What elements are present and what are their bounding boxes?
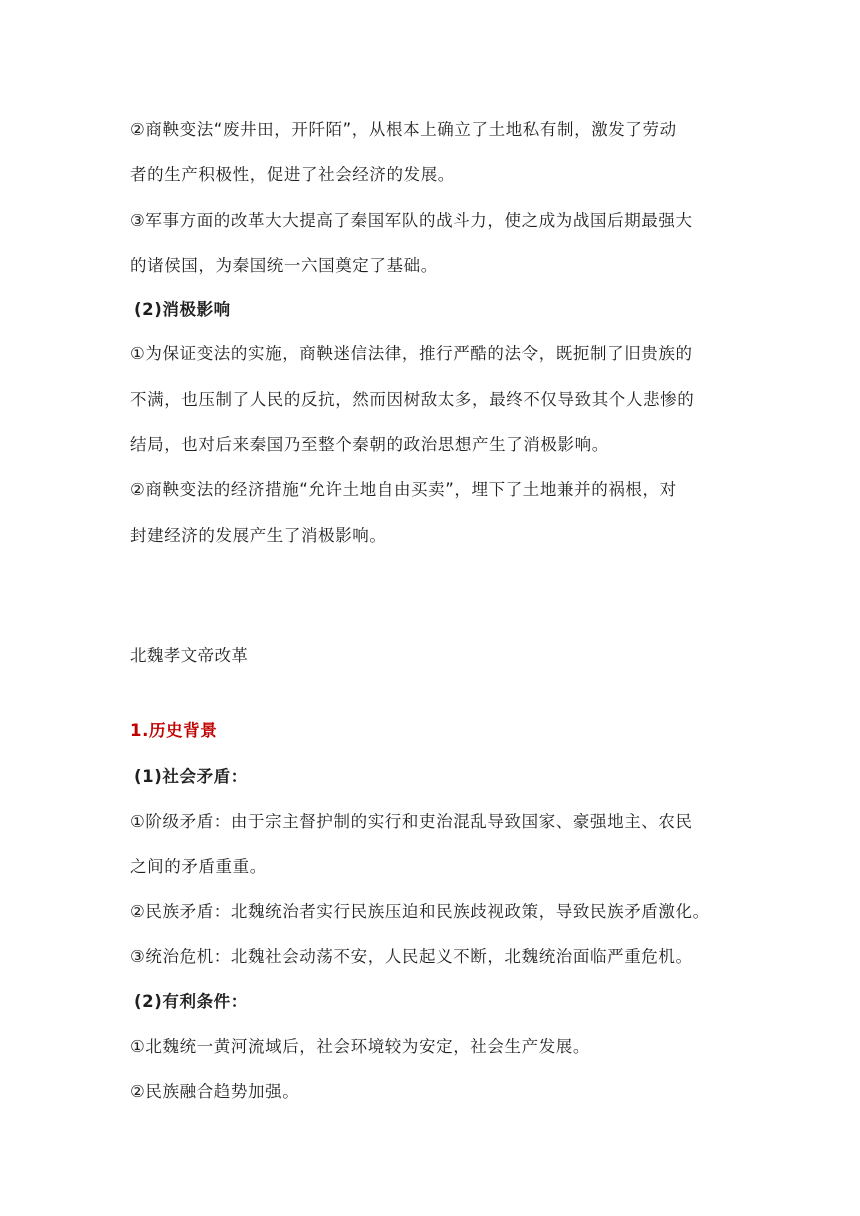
subheading-social-contradictions: (1)社会矛盾： <box>134 767 248 786</box>
paragraph-line: 结局，也对后来秦国乃至整个秦朝的政治思想产生了消极影响。 <box>130 435 609 454</box>
paragraph-line: ②民族矛盾：北魏统治者实行民族压迫和民族歧视政策，导致民族矛盾激化。 <box>130 902 710 921</box>
heading-historical-background: 1.历史背景 <box>130 721 218 740</box>
paragraph-line: 的诸侯国，为秦国统一六国奠定了基础。 <box>130 256 438 275</box>
section-title: 北魏孝文帝改革 <box>130 646 249 665</box>
paragraph-line: ②商鞅变法“废井田，开阡陌”，从根本上确立了土地私有制，激发了劳动 <box>130 120 677 139</box>
paragraph-line: ③统治危机：北魏社会动荡不安，人民起义不断，北魏统治面临严重危机。 <box>130 947 693 966</box>
paragraph-line: ②商鞅变法的经济措施“允许土地自由买卖”，埋下了土地兼并的祸根，对 <box>130 480 677 499</box>
paragraph-line: 者的生产积极性，促进了社会经济的发展。 <box>130 165 455 184</box>
paragraph-line: 不满，也压制了人民的反抗，然而因树敌太多，最终不仅导致其个人悲惨的 <box>130 390 695 409</box>
paragraph-line: ③军事方面的改革大大提高了秦国军队的战斗力，使之成为战国后期最强大 <box>130 211 693 230</box>
paragraph-line: ①为保证变法的实施，商鞅迷信法律，推行严酷的法令，既扼制了旧贵族的 <box>130 344 693 363</box>
paragraph-line: 封建经济的发展产生了消极影响。 <box>130 526 387 545</box>
paragraph-line: ①阶级矛盾：由于宗主督护制的实行和吏治混乱导致国家、豪强地主、农民 <box>130 812 693 831</box>
subheading-negative-impact: (2)消极影响 <box>134 300 231 319</box>
paragraph-line: ①北魏统一黄河流域后，社会环境较为安定，社会生产发展。 <box>130 1037 590 1056</box>
paragraph-line: ②民族融合趋势加强。 <box>130 1082 300 1101</box>
subheading-favorable-conditions: (2)有利条件： <box>134 992 248 1011</box>
paragraph-line: 之间的矛盾重重。 <box>130 857 267 876</box>
